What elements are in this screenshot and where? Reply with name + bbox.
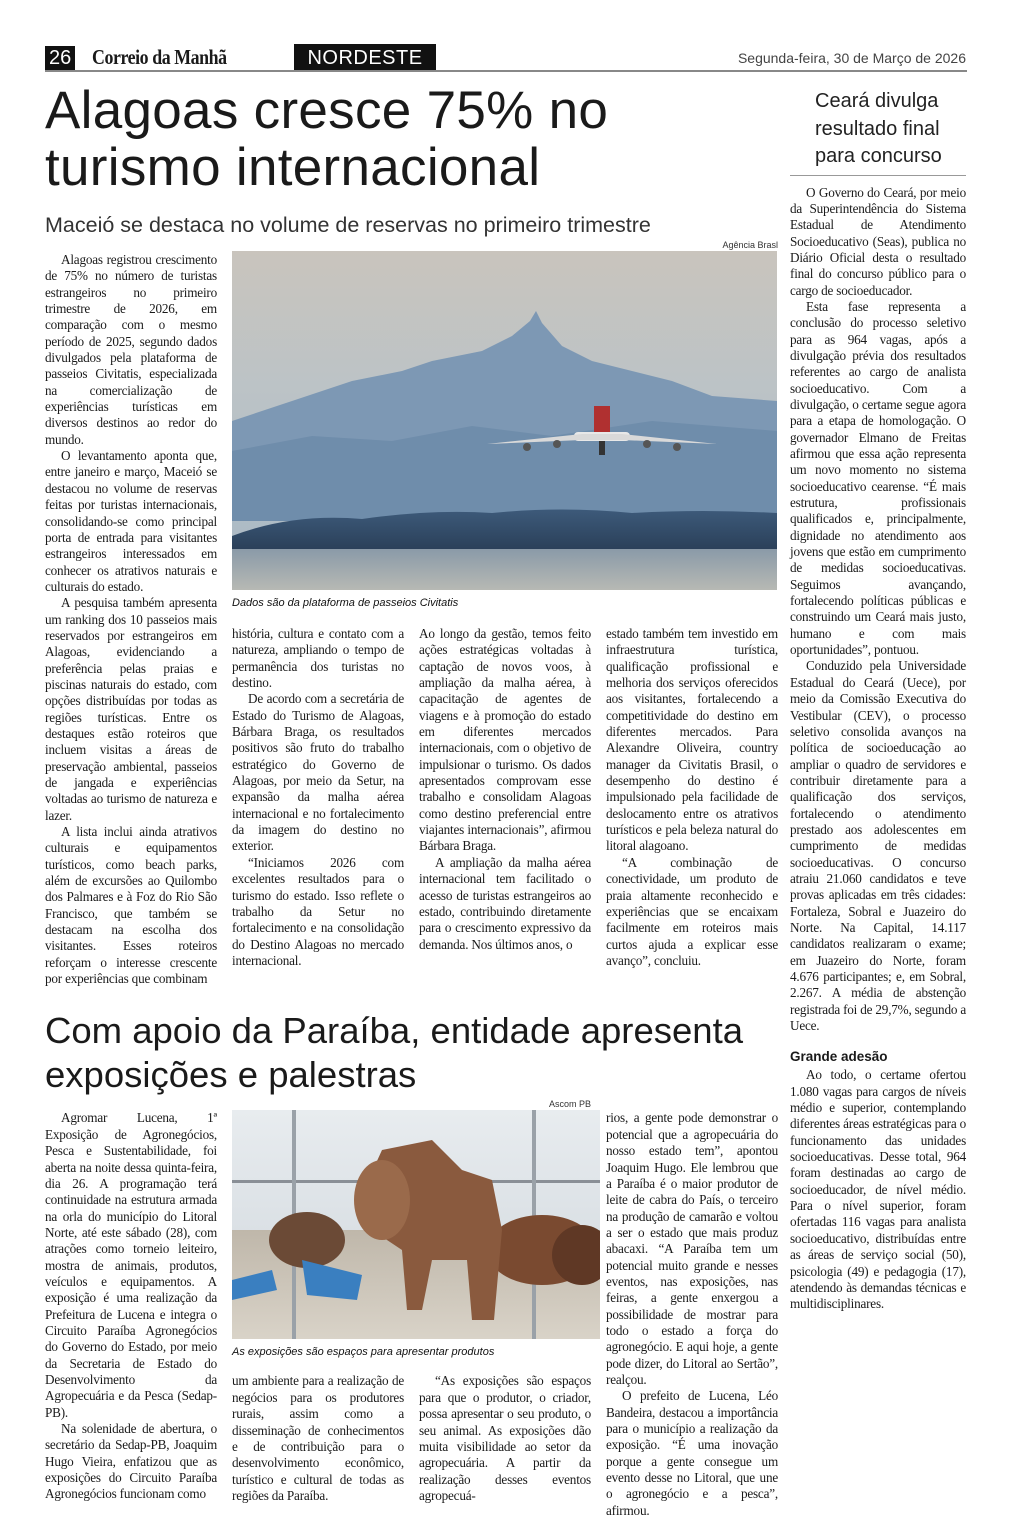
article2-column-2 — [232, 1373, 404, 1504]
paragraph: Agromar Lucena, 1ª Exposição de Agronegócios, Pesca e Sustentabilidade, foi aberta na noite dessa quinta-feira, dia 26. A programação terá continuidade na estrutura armada na orla do município do Litoral Norte, até este sábado (28), com atrações como torneio leiteiro, mostra de animais, produtos, veículos e equipamentos. A exposição é uma realização da Prefeitura de Lucena e integra o Circuito Paraíba Agronegócios do Governo do Estado, por meio da Secretaria de Estado do Desenvolvimento da Agropecuária e da Pesca (Sedap-PB). — [45, 1110, 217, 1420]
section-label: NORDESTE — [294, 44, 436, 72]
sidebar-headline: Ceará divulga resultado final para concurso — [815, 90, 942, 167]
paragraph: A ampliação da malha aérea internacional tem facilitado o acesso de turistas estrangeiros ao estado, contribuindo diretamente para o crescimento expressivo da demanda. Nos últimos anos, o — [419, 854, 591, 952]
article2-column-3 — [419, 1373, 591, 1504]
paragraph: A lista inclui ainda atrativos culturais e equipamentos turísticos, como beach parks, além de excursões ao Quilombo dos Palmares e à Foz do Rio São Francisco, que também se destacam na escolha dos visitantes. Esses roteiros reforçam o interesse crescente por experiências que combinam — [45, 824, 217, 987]
photo-cattle-exhibition — [232, 1110, 600, 1339]
article1-subheadline: Maceió se destaca no volume de reservas no primeiro trimestre — [45, 213, 651, 237]
paragraph: Ao longo da gestão, temos feito ações estratégicas voltadas à captação de novos voos, à ampliação da malha aérea, à capacitação de agentes de viagens e à promoção do estado em diferentes mercados internacionais, com o objetivo de impulsionar o turismo. Os dados apresentados comprovam esse trabalho e consolidam Alagoas como destino preferencial entre viajantes internacionais”, afirmou Bárbara Braga. — [419, 626, 591, 854]
article2-headline: Com apoio da Paraíba, entidade apresenta exposições e palestras — [45, 1010, 744, 1096]
article1-column-1 — [45, 252, 217, 987]
paragraph: “Iniciamos 2026 com excelentes resultados para o turismo do estado. Isso reflete o trabalho da Setur no fortalecimento e na consolidação do Destino Alagoas no mercado internacional. — [232, 854, 404, 968]
article1-right-block — [232, 240, 778, 969]
photo1-credit: Agência Brasl — [722, 240, 778, 250]
article2-column-4 — [606, 1110, 778, 1519]
paragraph: um ambiente para a realização de negócios para os produtores rurais, assim como a disseminação de conhecimentos e de contribuição para o desenvolvimento econômico, turístico e cultural de todas as regiões da Paraíba. — [232, 1373, 404, 1503]
article2-lower-columns — [232, 1373, 591, 1504]
paragraph: Conduzido pela Universidade Estadual do Ceará (Uece), por meio da Comissão Executiva do Vestibular (CEV), o processo seletivo consolida avanços na política de socioeducação ao ampliar o quadro de servidores e contribuir diretamente para a qualificação dos serviços, fortalecendo o atendimento prestado aos adolescentes em cumprimento de medidas socioeducativas. O concurso atraiu 21.060 candidatos e teve provas aplicadas em três cidades: Fortaleza, Sobral e Juazeiro do Norte. Na Capital, 14.117 candidatos realizaram o exame; em Juazeiro do Norte, foram 4.676 participantes; e, em Sobral, 2.267. A média de abstenção registrada foi de 29,7%, segundo a Uece. — [790, 658, 966, 1034]
paragraph: O Governo do Ceará, por meio da Superintendência do Sistema Estadual de Atendimento Socioeducativo (Seas), publica no Diário Oficial desta o resultado final do concurso público para o cargo de socioeducador. — [790, 184, 966, 298]
sidebar-subhead: Grande adesão — [790, 1049, 888, 1065]
paragraph: Ao todo, o certame ofertou 1.080 vagas para cargos de níveis médio e superior, contemplando diferentes áreas estratégicas para o funcionamento das unidades socioeducativas. Desse total, 964 foram destinadas ao cargo de socioeducador, de nível médio. Para o nível superior, foram ofertadas 116 vagas para analista socioeducativo, distribuídas entre as áreas de serviço social (50), psicologia (49) e pedagogia (17), atendendo às demandas técnicas e multidisciplinares. — [790, 1067, 966, 1312]
sidebar-rule — [790, 175, 966, 176]
photo2-caption: As exposições são espaços para apresentar produtos — [232, 1346, 495, 1359]
paragraph: história, cultura e contato com a natureza, ampliando o tempo de permanência dos turistas no destino. — [232, 626, 404, 691]
paragraph: Na solenidade de abertura, o secretário da Sedap-PB, Joaquim Hugo Vieira, enfatizou que as exposições do Circuito Paraíba Agronegócios funcionam como — [45, 1421, 217, 1502]
paragraph: Alagoas registrou crescimento de 75% no número de turistas estrangeiros no primeiro trimestre de 2026, em comparação com o mesmo período de 2025, segundo dados divulgados pela plataforma de passeios Civitatis, especializada na comercialização de experiências turísticas em diversos destinos ao redor do mundo. — [45, 252, 217, 447]
issue-date: Segunda-feira, 30 de Março de 2026 — [737, 50, 966, 66]
header-rule — [45, 70, 967, 72]
paragraph: rios, a gente pode demonstrar o potencial que a agropecuária do nosso estado tem”, apontou Joaquim Hugo. Ele lembrou que a Paraíba é o maior produtor de leite de cabra do País, o terceiro na produção de camarão e voltou a ser o estado que mais produz abacaxi. “A Paraíba tem um potencial muito grande e nesses eventos, nas exposições, nas feiras, a gente enxergou a possibilidade de mostrar para todo o estado a força do agronegócio. E aqui hoje, a gente pode dizer, do Litoral ao Sertão”, realçou. — [606, 1110, 778, 1387]
photo-airplane-landing — [232, 251, 777, 590]
paragraph: O levantamento aponta que, entre janeiro e março, Maceió se destacou no volume de reservas feitas por turistas internacionais, consolidando-se como principal porta de entrada para visitantes estrangeiros interessados em conhecer os atrativos naturais e culturais do estado. — [45, 448, 217, 594]
paragraph: De acordo com a secretária de Estado do Turismo de Alagoas, Bárbara Braga, os resultados positivos são fruto do trabalho estratégico do Governo de Alagoas, por meio da Setur, na expansão da malha aérea internacional e no fortalecimento da imagem do destino no exterior. — [232, 691, 404, 854]
cattle-photo-image — [232, 1110, 600, 1339]
article1-column-2 — [232, 626, 404, 969]
main-content — [45, 82, 778, 1519]
article1-column-3 — [419, 626, 591, 953]
article2-column-1 — [45, 1110, 217, 1502]
sidebar-column — [790, 185, 966, 1313]
article1-column-4 — [606, 626, 778, 969]
photo2-credit: Ascom PB — [548, 1099, 591, 1110]
article2-body — [45, 1099, 778, 1519]
page-number: 26 — [45, 46, 75, 70]
newspaper-logo: Correio da Manhã — [92, 45, 227, 69]
sidebar — [790, 88, 966, 1313]
photo1-caption: Dados são da plataforma de passeios Civitatis — [232, 597, 459, 609]
article1-body — [45, 240, 778, 987]
airplane-photo-image — [232, 251, 777, 590]
article2-middle-block — [232, 1099, 591, 1504]
article1-headline: Alagoas cresce 75% no turismo internacional — [45, 81, 609, 197]
paragraph: “A combinação de conectividade, um produto de praia altamente reconhecido e experiências que se encaixam facilmente em roteiros mais curtos ajuda a explicar esse avanço”, concluiu. — [606, 854, 778, 968]
paragraph: “As exposições são espaços para que o produtor, o criador, possa apresentar o seu produto, o seu animal. As exposições dão muita visibilidade ao setor da agropecuária. A partir da realização desses eventos agropecuá- — [419, 1373, 591, 1503]
article1-lower-columns — [232, 626, 778, 969]
paragraph: Esta fase representa a conclusão do processo seletivo para as 964 vagas, após a divulgação prévia dos resultados referentes ao cargo de analista socioeducativo. Com a divulgação, o certame segue agora para a etapa de homologação. O governador Elmano de Freitas afirmou que essa ação representa um novo momento no sistema socioeducativo cearense. “É mais estrutura, profissionais qualificados e, principalmente, dignidade no atendimento aos jovens que estão em cumprimento de medidas socioeducativas. Seguimos avançando, fortalecendo políticas públicas e construindo um Ceará mais justo, humano e com mais oportunidades”, pontuou. — [790, 298, 966, 658]
paragraph: A pesquisa também apresenta um ranking dos 10 passeios mais reservados por estrangeiros em Alagoas, evidenciando a preferência pelas praias e piscinas naturais do estado, com opções distribuídas por todas as regiões turísticas. Entre os destaques estão roteiros que incluem visitas a áreas de preservação ambiental, passeios de jangada e experiências voltadas ao turismo de natureza e lazer. — [45, 595, 217, 823]
paragraph: O prefeito de Lucena, Léo Bandeira, destacou a importância para o município a realização da exposição. “É uma inovação porque a gente consegue um evento desse no Litoral, que une o agronegócio e a pesca”, afirmou. — [606, 1388, 778, 1518]
paragraph: estado também tem investido em infraestrutura turística, qualificação profissional e melhoria dos serviços oferecidos aos visitantes, fortalecendo a competitividade do destino em diferentes mercados. Para Alexandre Oliveira, country manager da Civitatis Brasil, o desempenho do destino é impulsionado pela facilidade de deslocamento entre os atrativos turísticos e pela beleza natural do litoral alagoano. — [606, 626, 778, 854]
